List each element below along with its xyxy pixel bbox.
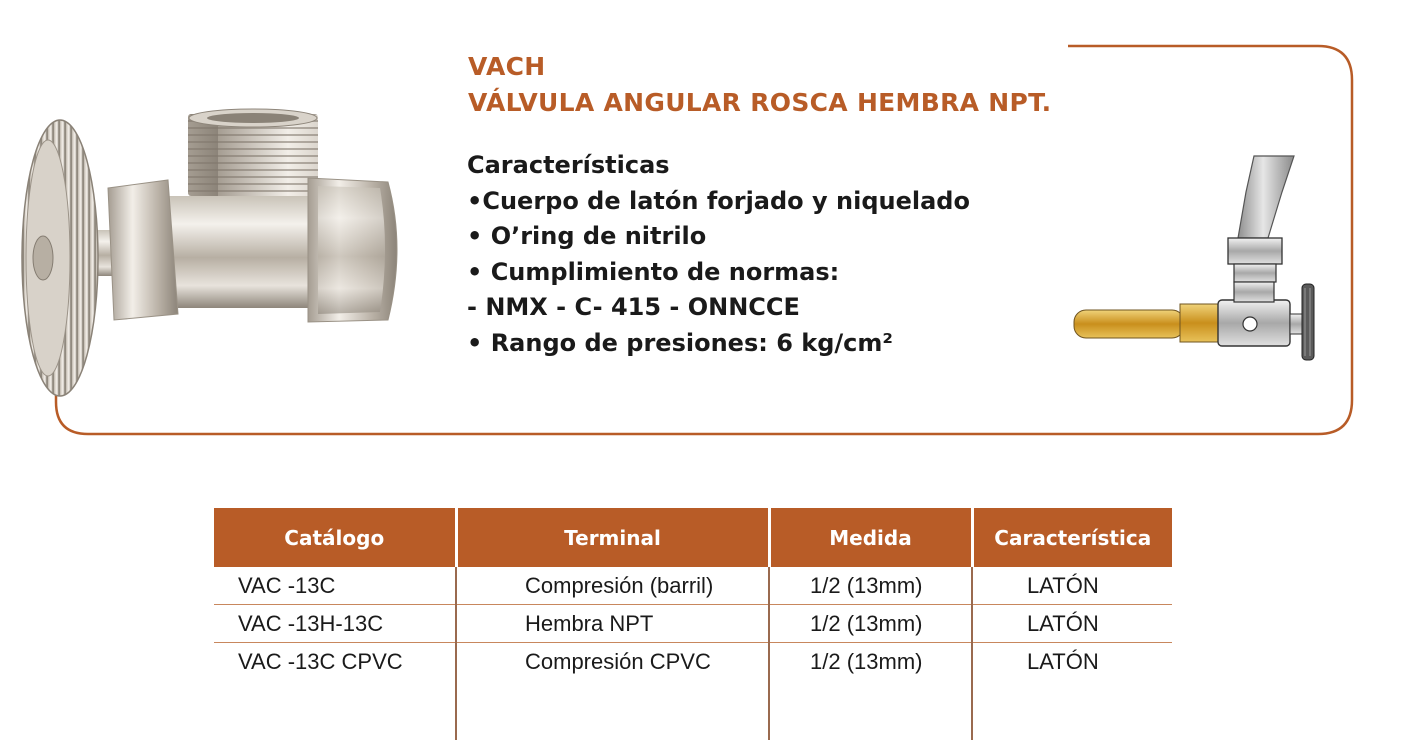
product-title: VÁLVULA ANGULAR ROSCA HEMBRA NPT.: [468, 88, 1052, 117]
cell-terminal: Hembra NPT: [456, 605, 769, 643]
table-row: [214, 605, 1172, 643]
cell-catalogo: VAC -13C: [214, 567, 456, 605]
table-row: [214, 567, 1172, 605]
cell-medida: 1/2 (13mm): [769, 605, 972, 643]
filler-cell: [214, 680, 456, 740]
filler-cell: [456, 680, 769, 740]
cell-terminal: Compresión (barril): [456, 567, 769, 605]
cell-caracteristica: LATÓN: [972, 605, 1172, 643]
feature-item: - NMX - C- 415 - ONNCCE: [467, 293, 800, 321]
cell-catalogo: VAC -13H-13C: [214, 605, 456, 643]
features-list: [467, 148, 970, 361]
header-catalogo: Catálogo: [214, 508, 456, 567]
filler-cell: [769, 680, 972, 740]
catalog-table: [214, 508, 1172, 740]
feature-item: • Cumplimiento de normas:: [467, 257, 840, 286]
cell-catalogo: VAC -13C CPVC: [238, 648, 403, 674]
cell-medida: 1/2 (13mm): [769, 643, 972, 681]
installation-diagram: [1068, 152, 1328, 367]
feature-item: •Cuerpo de latón forjado y niquelado: [467, 186, 970, 215]
cell-terminal: Compresión CPVC: [456, 643, 769, 681]
table-header-row: [214, 508, 1172, 567]
cell-medida: 1/2 (13mm): [769, 567, 972, 605]
header-terminal: Terminal: [456, 508, 769, 567]
feature-item: • Rango de presiones: 6 kg/cm²: [467, 328, 893, 357]
product-code: VACH: [468, 52, 546, 81]
angle-valve-photo: [18, 108, 418, 408]
features-heading: Características: [467, 151, 670, 179]
cell-caracteristica: LATÓN: [972, 567, 1172, 605]
feature-item: • O’ring de nitrilo: [467, 222, 707, 250]
table-row: [214, 643, 1172, 681]
cell-caracteristica: LATÓN: [972, 643, 1172, 681]
table-filler-row: [214, 680, 1172, 740]
header-caracteristica: Característica: [972, 508, 1172, 567]
filler-cell: [972, 680, 1172, 740]
header-medida: Medida: [769, 508, 972, 567]
